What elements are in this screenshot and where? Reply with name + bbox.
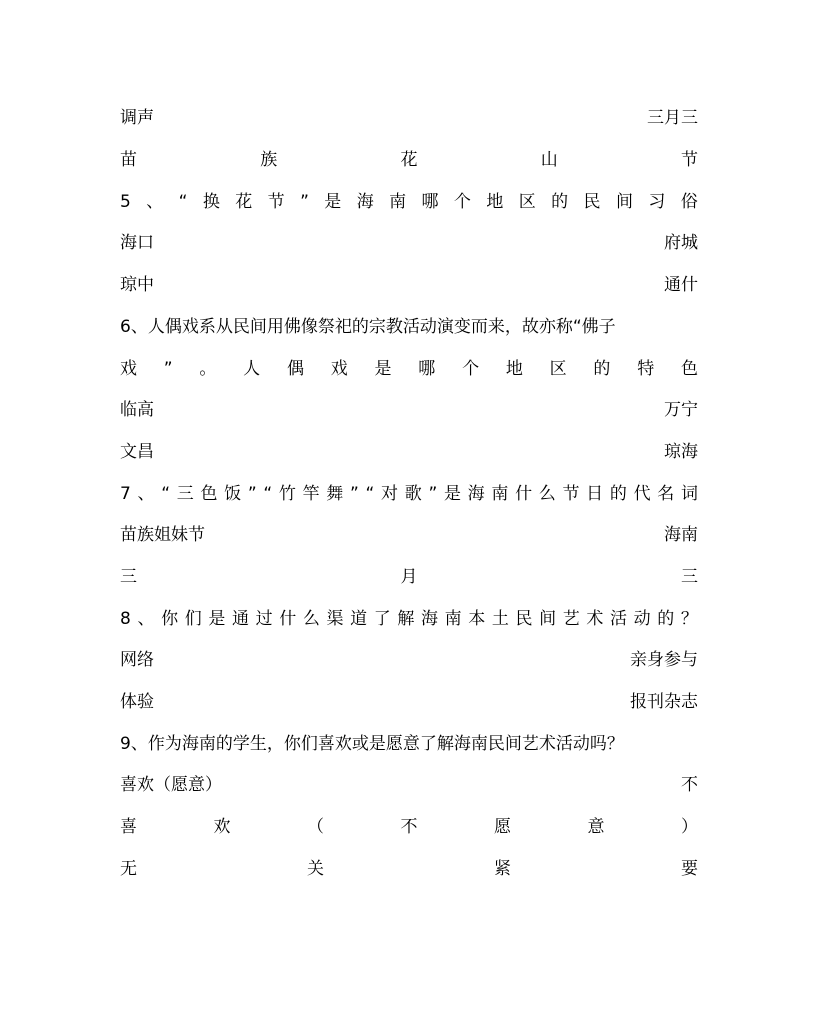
line-char: ”: [163, 359, 173, 379]
line-left-text: 临高: [120, 400, 154, 420]
line-char: 南: [444, 609, 462, 629]
line-char: 花: [400, 150, 418, 170]
line-11: [120, 524, 698, 546]
line-12: [120, 566, 698, 588]
line-char: “: [365, 484, 375, 504]
line-char: 竿: [302, 484, 320, 504]
line-17: [120, 774, 698, 796]
line-char: 渠: [326, 609, 344, 629]
line-char: 色: [680, 359, 698, 379]
line-left-text: 网络: [120, 650, 154, 670]
line-char: ”: [300, 192, 309, 212]
line-char: 是: [208, 609, 226, 629]
line-char: 么: [538, 484, 556, 504]
line-char: 哪: [418, 359, 436, 379]
line-char: ”: [350, 484, 359, 504]
line-char: 间: [615, 192, 633, 212]
line-char: 舞: [326, 484, 344, 504]
line-char: 特: [637, 359, 655, 379]
line-right-text: 不: [681, 775, 698, 795]
line-char: “: [178, 192, 188, 212]
line-left-text: 调声: [120, 108, 154, 128]
question-7: [120, 483, 698, 505]
line-char: 节: [562, 484, 580, 504]
line-char: 么: [302, 609, 320, 629]
line-char: 术: [586, 609, 604, 629]
line-char: 月: [400, 567, 418, 587]
line-char: ”: [247, 484, 257, 504]
line-1: [120, 107, 698, 129]
line-left-text: 苗族姐妹节: [120, 525, 205, 545]
line-right-text: 府城: [664, 233, 698, 253]
line-char: 歌: [404, 484, 422, 504]
line-right-text: 琼海: [664, 442, 698, 462]
line-char: 动: [633, 609, 651, 629]
line-char: 词: [680, 484, 698, 504]
line-char: 海: [467, 484, 485, 504]
question-8: [120, 608, 698, 630]
line-5: [120, 274, 698, 296]
line-char: 个: [453, 192, 471, 212]
line-right-text: 海南: [664, 525, 698, 545]
line-char: 意: [587, 817, 605, 837]
line-char: 三: [681, 567, 698, 587]
line-char: 喜: [120, 817, 137, 837]
question-9: [120, 733, 698, 755]
line-char: 偶: [286, 359, 304, 379]
line-char: 山: [540, 150, 558, 170]
line-char: 节: [267, 192, 285, 212]
line-left-text: 海口: [120, 233, 154, 253]
line-char: 是: [443, 484, 461, 504]
line-char: 、: [137, 484, 155, 504]
line-char: 7: [120, 484, 131, 504]
line-char: 5: [120, 192, 131, 212]
line-left-text: 喜欢（愿意）: [120, 775, 222, 795]
line-char: 本: [468, 609, 486, 629]
line-text: 9、作为海南的学生，你们喜欢或是愿意了解海南民间艺术活动吗？: [120, 734, 624, 754]
line-char: 南: [389, 192, 407, 212]
line-char: 。: [199, 359, 217, 379]
line-char: 间: [539, 609, 557, 629]
line-char: 代: [633, 484, 651, 504]
line-char: 习: [648, 192, 666, 212]
line-char: 的: [593, 359, 611, 379]
line-char: 戏: [120, 359, 137, 379]
line-left-text: 体验: [120, 692, 154, 712]
line-char: 艺: [562, 609, 580, 629]
line-char: 个: [462, 359, 480, 379]
line-char: 了: [373, 609, 391, 629]
line-char: 关: [307, 859, 324, 879]
line-char: 什: [279, 609, 297, 629]
line-char: 三: [120, 567, 137, 587]
line-char: 族: [260, 150, 278, 170]
line-char: 海: [356, 192, 374, 212]
line-char: 、: [137, 609, 155, 629]
line-char: 的: [657, 609, 675, 629]
line-char: 无: [120, 859, 137, 879]
line-14: [120, 649, 698, 671]
line-char: 要: [681, 859, 698, 879]
line-char: 欢: [213, 817, 231, 837]
line-char: 俗: [680, 192, 698, 212]
line-char: ”: [428, 484, 438, 504]
line-char: 色: [200, 484, 218, 504]
line-char: 愿: [494, 817, 511, 837]
question-6: [120, 316, 698, 338]
line-char: 竹: [278, 484, 296, 504]
line-char: “: [161, 484, 171, 504]
line-char: 土: [491, 609, 509, 629]
line-4: [120, 232, 698, 254]
line-char: 苗: [120, 150, 137, 170]
line-left-text: 琼中: [120, 275, 154, 295]
line-char: 三: [176, 484, 194, 504]
line-char: 对: [381, 484, 399, 504]
question-5: [120, 191, 698, 213]
line-char: 是: [324, 192, 342, 212]
line-char: 民: [515, 609, 533, 629]
line-char: 人: [243, 359, 261, 379]
line-char: 民: [583, 192, 601, 212]
line-18: [120, 816, 698, 838]
line-19: [120, 858, 698, 880]
line-char: “: [263, 484, 273, 504]
line-2: [120, 149, 698, 171]
line-8: [120, 399, 698, 421]
line-right-text: 万宁: [664, 400, 698, 420]
line-char: 名: [657, 484, 675, 504]
line-char: 南: [491, 484, 509, 504]
line-char: 哪: [421, 192, 439, 212]
line-char: 道: [350, 609, 368, 629]
line-char: 花: [235, 192, 253, 212]
line-char: 、: [146, 192, 164, 212]
line-right-text: 通什: [664, 275, 698, 295]
line-char: 你: [161, 609, 179, 629]
line-char: 通: [231, 609, 249, 629]
line-char: 区: [518, 192, 536, 212]
line-left-text: 文昌: [120, 442, 154, 462]
line-9: [120, 441, 698, 463]
line-char: 区: [549, 359, 567, 379]
line-char: 8: [120, 609, 131, 629]
line-7: [120, 358, 698, 380]
line-char: 日: [586, 484, 604, 504]
line-15: [120, 691, 698, 713]
line-right-text: 三月三: [647, 108, 698, 128]
line-char: 是: [374, 359, 392, 379]
line-char: 戏: [330, 359, 348, 379]
line-char: 的: [609, 484, 627, 504]
line-char: 们: [184, 609, 202, 629]
line-char: 节: [681, 150, 698, 170]
line-char: 紧: [494, 859, 511, 879]
line-char: 饭: [224, 484, 242, 504]
line-char: 海: [420, 609, 438, 629]
line-char: 的: [551, 192, 569, 212]
line-char: 过: [255, 609, 273, 629]
line-right-text: 报刊杂志: [630, 692, 698, 712]
line-char: 地: [486, 192, 504, 212]
line-char: 地: [505, 359, 523, 379]
line-char: 活: [609, 609, 627, 629]
line-char: 换: [202, 192, 220, 212]
line-right-text: 亲身参与: [630, 650, 698, 670]
line-char: 解: [397, 609, 415, 629]
line-text: 6、人偶戏系从民间用佛像祭祀的宗教活动演变而来，故亦称“佛子: [120, 317, 616, 337]
line-char: ？: [680, 609, 698, 629]
line-char: 什: [515, 484, 533, 504]
line-char: （: [307, 817, 324, 837]
line-char: ）: [681, 817, 698, 837]
line-char: 不: [400, 817, 418, 837]
